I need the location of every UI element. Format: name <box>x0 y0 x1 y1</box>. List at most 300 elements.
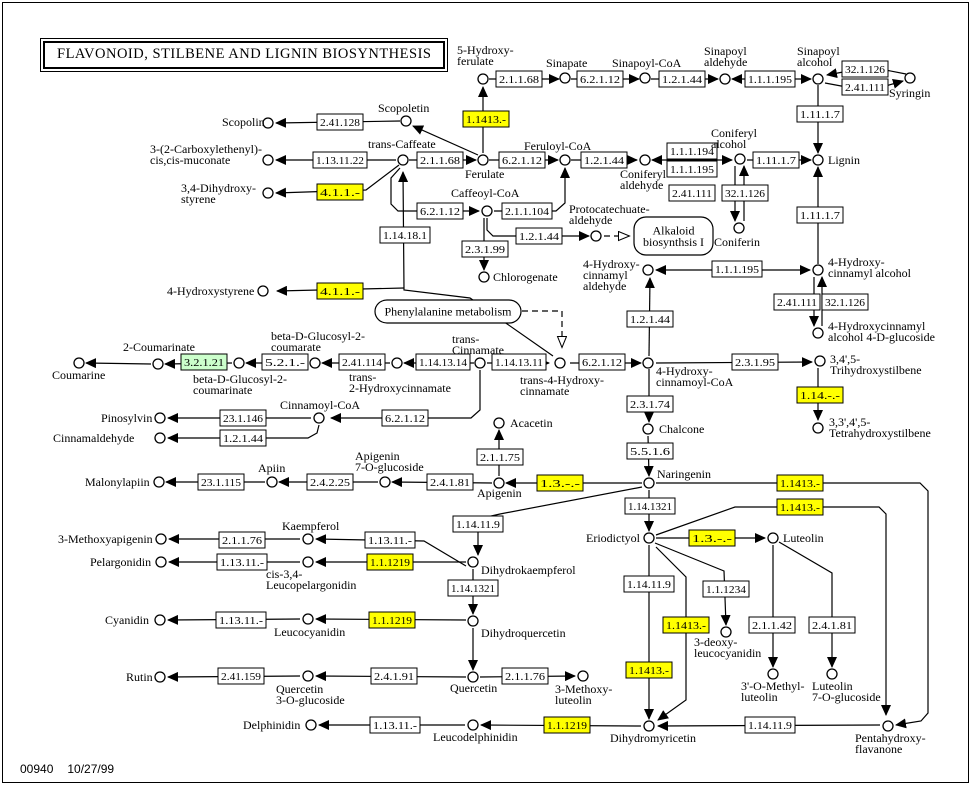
compound-label: Quercetin 3-O-glucoside <box>276 682 345 707</box>
enzyme-box-1-1413[interactable] <box>463 111 509 127</box>
enzyme-ec-number: 2.41.111 <box>672 188 712 200</box>
compound-syringin[interactable] <box>905 73 915 83</box>
compound-label: 3-Methoxyapigenin <box>58 532 153 546</box>
compound-3-4-5-trihydroxystilbene[interactable] <box>815 356 825 366</box>
compound-label: 3'-O-Methyl-luteolin <box>741 679 805 704</box>
compound-node[interactable] <box>813 265 823 275</box>
enzyme-box-1-14-11-9[interactable] <box>745 717 795 733</box>
pathway-title-box <box>40 38 448 72</box>
compound-eriodictyol[interactable] <box>644 533 654 543</box>
enzyme-ec-number: 6.2.1.12 <box>385 413 425 425</box>
compound-protocatechuate-aldehyde[interactable] <box>591 231 601 241</box>
compound-kaempferol[interactable] <box>303 534 313 544</box>
enzyme-box-6-2-1-12[interactable] <box>577 71 623 87</box>
compound-node[interactable] <box>478 74 488 84</box>
compound-pinosylvin[interactable] <box>155 413 165 423</box>
compound-node[interactable] <box>555 358 565 368</box>
enzyme-box-1-1413[interactable] <box>626 662 672 678</box>
compound-dihydromyricetin[interactable] <box>644 721 654 731</box>
enzyme-ec-number: 2.4.1.81 <box>430 477 470 489</box>
compound-leucodelphinidin[interactable] <box>468 720 478 730</box>
compound-coniferin[interactable] <box>734 223 744 233</box>
compound-label: 3,4-Dihydroxy-styrene <box>181 181 256 206</box>
enzyme-box-2-3-1-99[interactable] <box>462 241 508 257</box>
compound-node[interactable] <box>468 616 478 626</box>
enzyme-box-1-2-1-44[interactable] <box>220 430 266 446</box>
compound-node[interactable] <box>303 614 313 624</box>
compound-node[interactable] <box>479 272 489 282</box>
enzyme-ec-number: 2.1.1.42 <box>752 620 792 632</box>
enzyme-box-4-1-1[interactable] <box>317 283 363 299</box>
compound-dihydroquercetin[interactable] <box>468 616 478 626</box>
compound-node[interactable] <box>267 477 277 487</box>
compound-node[interactable] <box>644 478 654 488</box>
enzyme-box-1-3[interactable] <box>537 475 583 491</box>
compound-node[interactable] <box>155 433 165 443</box>
compound-node[interactable] <box>813 328 823 338</box>
compound-node[interactable] <box>643 424 653 434</box>
compound-chlorogenate[interactable] <box>479 272 489 282</box>
compound-4-hydroxycinnamyl-alcohol-4-d-glucoside[interactable] <box>813 328 823 338</box>
enzyme-box-1-1413[interactable] <box>777 499 823 515</box>
enzyme-box-1-2-1-44[interactable] <box>516 228 562 244</box>
compound-node[interactable] <box>883 721 893 731</box>
enzyme-ec-number: 4.1.1.- <box>320 286 361 298</box>
compound-coniferyl-alcohol[interactable] <box>735 154 745 164</box>
compound-node[interactable] <box>813 155 823 165</box>
enzyme-ec-number: 2.4.1.81 <box>812 620 852 632</box>
compound-trans-2-hydroxycinnamate[interactable] <box>392 358 402 368</box>
enzyme-box-32-1-126[interactable] <box>842 61 888 77</box>
compound-ferulate[interactable] <box>478 155 488 165</box>
enzyme-ec-number: 1.14.1321 <box>451 583 495 595</box>
enzyme-box-1-14-18-1[interactable] <box>380 227 430 243</box>
compound-apiin[interactable] <box>267 477 277 487</box>
enzyme-ec-number: 1.14.13.14 <box>419 357 468 369</box>
enzyme-box-2-1-1-104[interactable] <box>502 203 552 219</box>
footer <box>20 762 128 776</box>
compound-trans-cinnamate[interactable] <box>475 358 485 368</box>
enzyme-ec-number: 2.3.1.99 <box>465 244 505 256</box>
enzyme-ec-number: 1.1413.- <box>666 620 707 632</box>
compound-label: cis-3,4-Leucopelargonidin <box>266 567 357 592</box>
compound-coumarine[interactable] <box>74 358 84 368</box>
enzyme-box-1-1-1-195[interactable] <box>667 161 717 177</box>
compound-3-methoxyapigenin[interactable] <box>156 534 166 544</box>
enzyme-box-2-3-1-74[interactable] <box>627 396 673 412</box>
enzyme-box-1-1-1-195[interactable] <box>712 261 762 277</box>
enzyme-box-2-1-1-75[interactable] <box>477 449 523 465</box>
compound-node[interactable] <box>303 557 313 567</box>
compound-3-methoxy-luteolin[interactable] <box>578 671 588 681</box>
compound-sinapate[interactable] <box>560 73 570 83</box>
enzyme-ec-number: 32.1.126 <box>825 297 865 309</box>
enzyme-box-2-4-2-25[interactable] <box>307 474 353 490</box>
enzyme-ec-number: 6.2.1.12 <box>582 357 622 369</box>
compound-node[interactable] <box>401 116 411 126</box>
compound-node[interactable] <box>156 534 166 544</box>
compound-node[interactable] <box>398 155 408 165</box>
compound-node[interactable] <box>303 534 313 544</box>
enzyme-ec-number: 1.3.-.- <box>692 533 733 545</box>
compound-node[interactable] <box>643 358 653 368</box>
compound-label: Pinosylvin <box>101 411 153 425</box>
enzyme-box-4-1-1[interactable] <box>317 184 363 200</box>
compound-pentahydroxy-flavanone[interactable] <box>883 721 893 731</box>
map-id: 00940 <box>20 762 54 776</box>
enzyme-ec-number: 1.11.1.7 <box>800 109 840 121</box>
compound-label: Pelargonidin <box>90 555 152 569</box>
compound-leucocyanidin[interactable] <box>303 614 313 624</box>
compound-label: Quercetin <box>450 681 498 695</box>
enzyme-ec-number: 1.13.11.- <box>373 720 418 732</box>
enzyme-ec-number: 1.2.1.44 <box>630 314 671 326</box>
enzyme-ec-number: 2.1.1.75 <box>480 452 520 464</box>
compound-node[interactable] <box>154 477 164 487</box>
enzyme-box-1-14-11-9[interactable] <box>453 516 503 532</box>
compound-node[interactable] <box>494 418 504 428</box>
compound-node[interactable] <box>310 358 320 368</box>
enzyme-box-1-1-1219[interactable] <box>367 554 413 570</box>
compound-node[interactable] <box>155 672 165 682</box>
compound-label: Coniferin <box>714 235 760 249</box>
enzyme-box-2-1-1-76[interactable] <box>219 532 265 548</box>
enzyme-ec-number: 1.2.1.44 <box>584 155 625 167</box>
compound-label: Apigenin <box>477 486 522 500</box>
enzyme-box-2-41-128[interactable] <box>317 114 363 130</box>
compound-node[interactable] <box>482 206 492 216</box>
compound-node[interactable] <box>153 359 163 369</box>
enzyme-box-1-14[interactable] <box>797 387 843 403</box>
compound-node[interactable] <box>234 358 244 368</box>
enzyme-box-1-14-11-9[interactable] <box>624 576 674 592</box>
compound-node[interactable] <box>314 413 324 423</box>
enzyme-box-1-1-1-195[interactable] <box>745 71 795 87</box>
enzyme-box-2-1-1-68[interactable] <box>417 152 463 168</box>
compound-node[interactable] <box>468 720 478 730</box>
enzyme-ec-number: 6.2.1.12 <box>420 206 460 218</box>
pathway-link-label: Alkaloid <box>652 223 695 238</box>
compound-node[interactable] <box>640 155 650 165</box>
enzyme-box-3-2-1-21[interactable] <box>181 354 227 370</box>
enzyme-box-1-1-1219[interactable] <box>369 612 415 628</box>
compound-quercetin-3-o-glucoside[interactable] <box>303 671 313 681</box>
compound-coniferyl-aldehyde[interactable] <box>640 155 650 165</box>
enzyme-ec-number: 2.3.1.74 <box>630 399 671 411</box>
compound-node[interactable] <box>478 155 488 165</box>
enzyme-ec-number: 2.41.111 <box>777 297 817 309</box>
compound-node[interactable] <box>392 358 402 368</box>
enzyme-box-5-5-1-6[interactable] <box>627 443 673 459</box>
compound-node[interactable] <box>303 671 313 681</box>
compound-node[interactable] <box>591 231 601 241</box>
enzyme-ec-number: 3.2.1.21 <box>184 357 224 369</box>
enzyme-box-2-41-114[interactable] <box>339 354 385 370</box>
compound-sinapoyl-alcohol[interactable] <box>813 74 823 84</box>
compound-3-o-methyl-luteolin[interactable] <box>768 669 778 679</box>
compound-label: Sinapoyl alcohol <box>797 44 840 69</box>
compound-node[interactable] <box>720 74 730 84</box>
compound-cis-3-4-leucopelargonidin[interactable] <box>303 557 313 567</box>
enzyme-ec-number: 1.11.1.7 <box>756 155 796 167</box>
compound-beta-d-glucosyl-2-coumarinate[interactable] <box>234 358 244 368</box>
enzyme-box-2-1-1-76[interactable] <box>502 668 548 684</box>
enzyme-ec-number: 1.1.1219 <box>547 720 587 732</box>
compound-label: Kaempferol <box>282 519 340 533</box>
compound-label: Cinnamaldehyde <box>53 431 135 445</box>
compound-label: Malonylapiin <box>85 475 150 489</box>
enzyme-ec-number: 1.14.1321 <box>628 501 672 513</box>
compound-acacetin[interactable] <box>494 418 504 428</box>
compound-node[interactable] <box>306 720 316 730</box>
enzyme-box-2-41-159[interactable] <box>218 668 264 684</box>
enzyme-box-6-2-1-12[interactable] <box>417 203 463 219</box>
enzyme-ec-number: 2.41.159 <box>221 671 261 683</box>
compound-label: Chlorogenate <box>493 270 558 284</box>
compound-label: 5-Hydroxy-ferulate <box>457 43 514 68</box>
compound-node[interactable] <box>813 74 823 84</box>
compound-label: Coniferyl aldehyde <box>620 167 666 192</box>
compound-label: Leucodelphinidin <box>433 730 518 744</box>
compound-pelargonidin[interactable] <box>156 557 166 567</box>
compound-apigenin-7-o-glucoside[interactable] <box>380 477 390 487</box>
enzyme-box-1-13-11[interactable] <box>365 532 415 548</box>
compound-4-hydroxycinnamoyl-coa[interactable] <box>643 358 653 368</box>
enzyme-ec-number: 1.1413.- <box>780 478 821 490</box>
enzyme-box-1-13-11-22[interactable] <box>313 152 367 168</box>
compound-dihydrokaempferol[interactable] <box>468 557 478 567</box>
enzyme-ec-number: 32.1.126 <box>845 64 885 76</box>
compound-node[interactable] <box>263 188 273 198</box>
compound-feruloyl-coa[interactable] <box>560 155 570 165</box>
enzyme-ec-number: 2.1.1.104 <box>505 206 550 218</box>
compound-3-4-dihydroxystyrene[interactable] <box>263 188 273 198</box>
enzyme-box-1-11-1-7[interactable] <box>797 207 843 223</box>
enzyme-box-1-14-1321[interactable] <box>625 498 675 514</box>
compound-label: beta-D-Glucosyl-2-coumarinate <box>193 372 287 397</box>
enzyme-ec-number: 1.14.11.9 <box>627 579 671 591</box>
compound-node[interactable] <box>644 721 654 731</box>
enzyme-ec-number: 2.41.114 <box>342 357 383 369</box>
map-date: 10/27/99 <box>67 762 115 776</box>
enzyme-ec-number: 4.1.1.- <box>320 187 361 199</box>
compound-node[interactable] <box>768 533 778 543</box>
compound-node[interactable] <box>735 154 745 164</box>
compound-node[interactable] <box>155 413 165 423</box>
enzyme-ec-number: 1.13.11.- <box>220 557 265 569</box>
compound-node[interactable] <box>155 615 165 625</box>
enzyme-ec-number: 23.1.115 <box>201 477 241 489</box>
compound-malonylapiin[interactable] <box>154 477 164 487</box>
compound-label: Sinapate <box>546 56 588 70</box>
compound-node[interactable] <box>813 423 823 433</box>
pathway-link-phenylalanine-metabolism[interactable] <box>375 300 521 323</box>
compound-cinnamaldehyde[interactable] <box>155 433 165 443</box>
enzyme-ec-number: 1.2.1.44 <box>519 231 560 243</box>
compound-lignin[interactable] <box>813 155 823 165</box>
enzyme-box-6-2-1-12[interactable] <box>499 152 545 168</box>
edge <box>86 363 151 364</box>
enzyme-ec-number: 1.1413.- <box>466 114 507 126</box>
compound-label: 4-Hydroxy-cinnamoyl-CoA <box>656 364 734 389</box>
compound-node[interactable] <box>578 671 588 681</box>
compound-node[interactable] <box>815 356 825 366</box>
compound-node[interactable] <box>644 533 654 543</box>
enzyme-box-1-13-11[interactable] <box>370 717 420 733</box>
enzyme-ec-number: 5.2.1.- <box>265 357 306 369</box>
enzyme-ec-number: 1.1.1.194 <box>670 146 715 158</box>
compound-node[interactable] <box>640 73 650 83</box>
compound-label: trans-4-Hydroxy-cinnamate <box>520 373 604 398</box>
compound-luteolin[interactable] <box>768 533 778 543</box>
enzyme-box-1-1-1234[interactable] <box>703 581 749 597</box>
enzyme-box-2-41-111[interactable] <box>774 294 820 310</box>
enzyme-ec-number: 2.41.128 <box>320 117 360 129</box>
compound-5-hydroxy-ferulate[interactable] <box>478 74 488 84</box>
compound-luteolin-7-o-glucoside[interactable] <box>827 669 837 679</box>
compound-3-2-carboxylethenyl-cis-cis-muconate[interactable] <box>263 155 273 165</box>
enzyme-box-2-4-1-91[interactable] <box>371 668 417 684</box>
compound-chalcone[interactable] <box>643 424 653 434</box>
compound-label: beta-D-Glucosyl-2-coumarate <box>271 329 365 354</box>
compound-label: Pentahydroxy-flavanone <box>855 731 926 756</box>
compound-label: Luteolin <box>783 531 824 545</box>
enzyme-ec-number: 1.1.1219 <box>370 557 410 569</box>
compound-label: 3-deoxy-leucocyanidin <box>694 635 762 660</box>
pathway-link-alkaloid-biosynthsis-i[interactable] <box>634 217 713 255</box>
compound-label: Rutin <box>126 670 153 684</box>
compound-label: 4-Hydroxycinnamyl alcohol 4-D-glucoside <box>828 319 935 344</box>
compound-label: 4-Hydroxy-cinnamyl aldehyde <box>583 257 640 293</box>
compound-scopoletin[interactable] <box>401 116 411 126</box>
compound-delphinidin[interactable] <box>306 720 316 730</box>
compound-label: Caffeoyl-CoA <box>451 186 520 200</box>
enzyme-box-1-1413[interactable] <box>663 617 709 633</box>
compound-label: Protocatechuate-aldehyde <box>569 202 650 227</box>
enzyme-ec-number: 1.1.1219 <box>372 615 412 627</box>
enzyme-box-1-1-1219[interactable] <box>544 717 590 733</box>
enzyme-box-2-1-1-68[interactable] <box>496 71 542 87</box>
compound-label: Feruloyl-CoA <box>524 139 592 153</box>
enzyme-box-23-1-115[interactable] <box>198 474 244 490</box>
compound-node[interactable] <box>734 223 744 233</box>
compound-label: Delphinidin <box>243 718 301 732</box>
compound-node[interactable] <box>475 358 485 368</box>
compound-label: 3,4',5-Trihydroxystilbene <box>830 352 922 377</box>
compound-label: trans-Cinnamate <box>452 332 504 357</box>
compound-node[interactable] <box>258 286 268 296</box>
enzyme-ec-number: 1.1.1.195 <box>715 264 759 276</box>
compound-trans-4-hydroxycinnamate[interactable] <box>555 358 565 368</box>
compound-node[interactable] <box>768 669 778 679</box>
compound-node[interactable] <box>74 358 84 368</box>
compound-sinapoyl-coa[interactable] <box>640 73 650 83</box>
compound-label: Ferulate <box>465 167 505 181</box>
enzyme-box-2-3-1-95[interactable] <box>732 354 778 370</box>
compound-4-hydroxy-cinnamyl-alcohol[interactable] <box>813 265 823 275</box>
compound-label: Sinapoyl aldehyde <box>704 44 748 69</box>
enzyme-ec-number: 1.2.1.44 <box>662 74 703 86</box>
enzyme-box-1-14-1321[interactable] <box>448 580 498 596</box>
compound-label: 2-Coumarinate <box>123 340 195 354</box>
compound-node[interactable] <box>560 73 570 83</box>
enzyme-ec-number: 1.11.1.7 <box>800 210 840 222</box>
compound-label: Luteolin 7-O-glucoside <box>812 679 881 704</box>
compound-sinapoyl-aldehyde[interactable] <box>720 74 730 84</box>
compound-beta-d-glucosyl-2-coumarate[interactable] <box>310 358 320 368</box>
compound-node[interactable] <box>263 155 273 165</box>
pathway-link-label: biosynthsis I <box>642 235 705 249</box>
enzyme-box-2-41-111[interactable] <box>842 79 888 95</box>
compound-node[interactable] <box>905 73 915 83</box>
compound-label: trans-Caffeate <box>368 137 436 151</box>
pathway-link-label: Phenylalanine metabolism <box>384 304 512 319</box>
enzyme-box-5-2-1[interactable] <box>262 354 308 370</box>
enzyme-box-6-2-1-12[interactable] <box>382 410 428 426</box>
compound-node[interactable] <box>643 265 653 275</box>
compound-4-hydroxystyrene[interactable] <box>258 286 268 296</box>
enzyme-ec-number: 1.1413.- <box>780 502 821 514</box>
compound-cyanidin[interactable] <box>155 615 165 625</box>
enzyme-ec-number: 2.1.1.76 <box>505 671 545 683</box>
enzyme-box-2-4-1-81[interactable] <box>427 474 473 490</box>
enzyme-box-32-1-126[interactable] <box>722 185 768 201</box>
compound-naringenin[interactable] <box>644 478 654 488</box>
enzyme-ec-number: 1.1413.- <box>629 665 670 677</box>
enzyme-box-1-2-1-44[interactable] <box>627 311 673 327</box>
compound-node[interactable] <box>468 557 478 567</box>
enzyme-box-23-1-146[interactable] <box>220 410 266 426</box>
enzyme-ec-number: 23.1.146 <box>223 413 263 425</box>
enzyme-box-1-1-1-194[interactable] <box>667 143 717 159</box>
enzyme-box-1-3[interactable] <box>689 530 735 546</box>
edge <box>522 311 562 347</box>
enzyme-box-1-11-1-7[interactable] <box>797 106 843 122</box>
enzyme-ec-number: 1.14.11.9 <box>456 519 500 531</box>
enzyme-box-32-1-126[interactable] <box>822 294 868 310</box>
compound-cinnamoyl-coa[interactable] <box>314 413 324 423</box>
compound-node[interactable] <box>827 669 837 679</box>
enzyme-box-6-2-1-12[interactable] <box>579 354 625 370</box>
compound-label: 3-Methoxy-luteolin <box>555 682 613 707</box>
compound-trans-caffeate[interactable] <box>398 155 408 165</box>
enzyme-box-2-4-1-81[interactable] <box>809 617 855 633</box>
enzyme-box-2-1-1-42[interactable] <box>749 617 795 633</box>
compound-3-3-4-5-tetrahydroxystilbene[interactable] <box>813 423 823 433</box>
compound-label: Dihydroquercetin <box>481 626 566 640</box>
enzyme-box-1-11-1-7[interactable] <box>753 152 799 168</box>
enzyme-box-1-1413[interactable] <box>777 475 823 491</box>
enzyme-box-1-13-11[interactable] <box>217 554 267 570</box>
compound-4-hydroxy-cinnamyl-aldehyde[interactable] <box>643 265 653 275</box>
compound-node[interactable] <box>560 155 570 165</box>
enzyme-box-1-13-11[interactable] <box>216 612 266 628</box>
enzyme-ec-number: 1.14.11.9 <box>748 720 792 732</box>
compound-2-coumarinate[interactable] <box>153 359 163 369</box>
page-title: FLAVONOID, STILBENE AND LIGNIN BIOSYNTHESIS <box>43 41 445 69</box>
compound-caffeoyl-coa[interactable] <box>482 206 492 216</box>
compound-node[interactable] <box>156 557 166 567</box>
enzyme-ec-number: 1.1.1.195 <box>748 74 792 86</box>
enzyme-box-1-2-1-44[interactable] <box>659 71 705 87</box>
enzyme-box-1-2-1-44[interactable] <box>581 152 627 168</box>
compound-label: Lignin <box>828 153 860 167</box>
compound-label: Cyanidin <box>105 613 149 627</box>
enzyme-box-2-41-111[interactable] <box>669 185 715 201</box>
compound-rutin[interactable] <box>155 672 165 682</box>
enzyme-ec-number: 1.3.-.- <box>540 478 581 490</box>
compound-node[interactable] <box>380 477 390 487</box>
